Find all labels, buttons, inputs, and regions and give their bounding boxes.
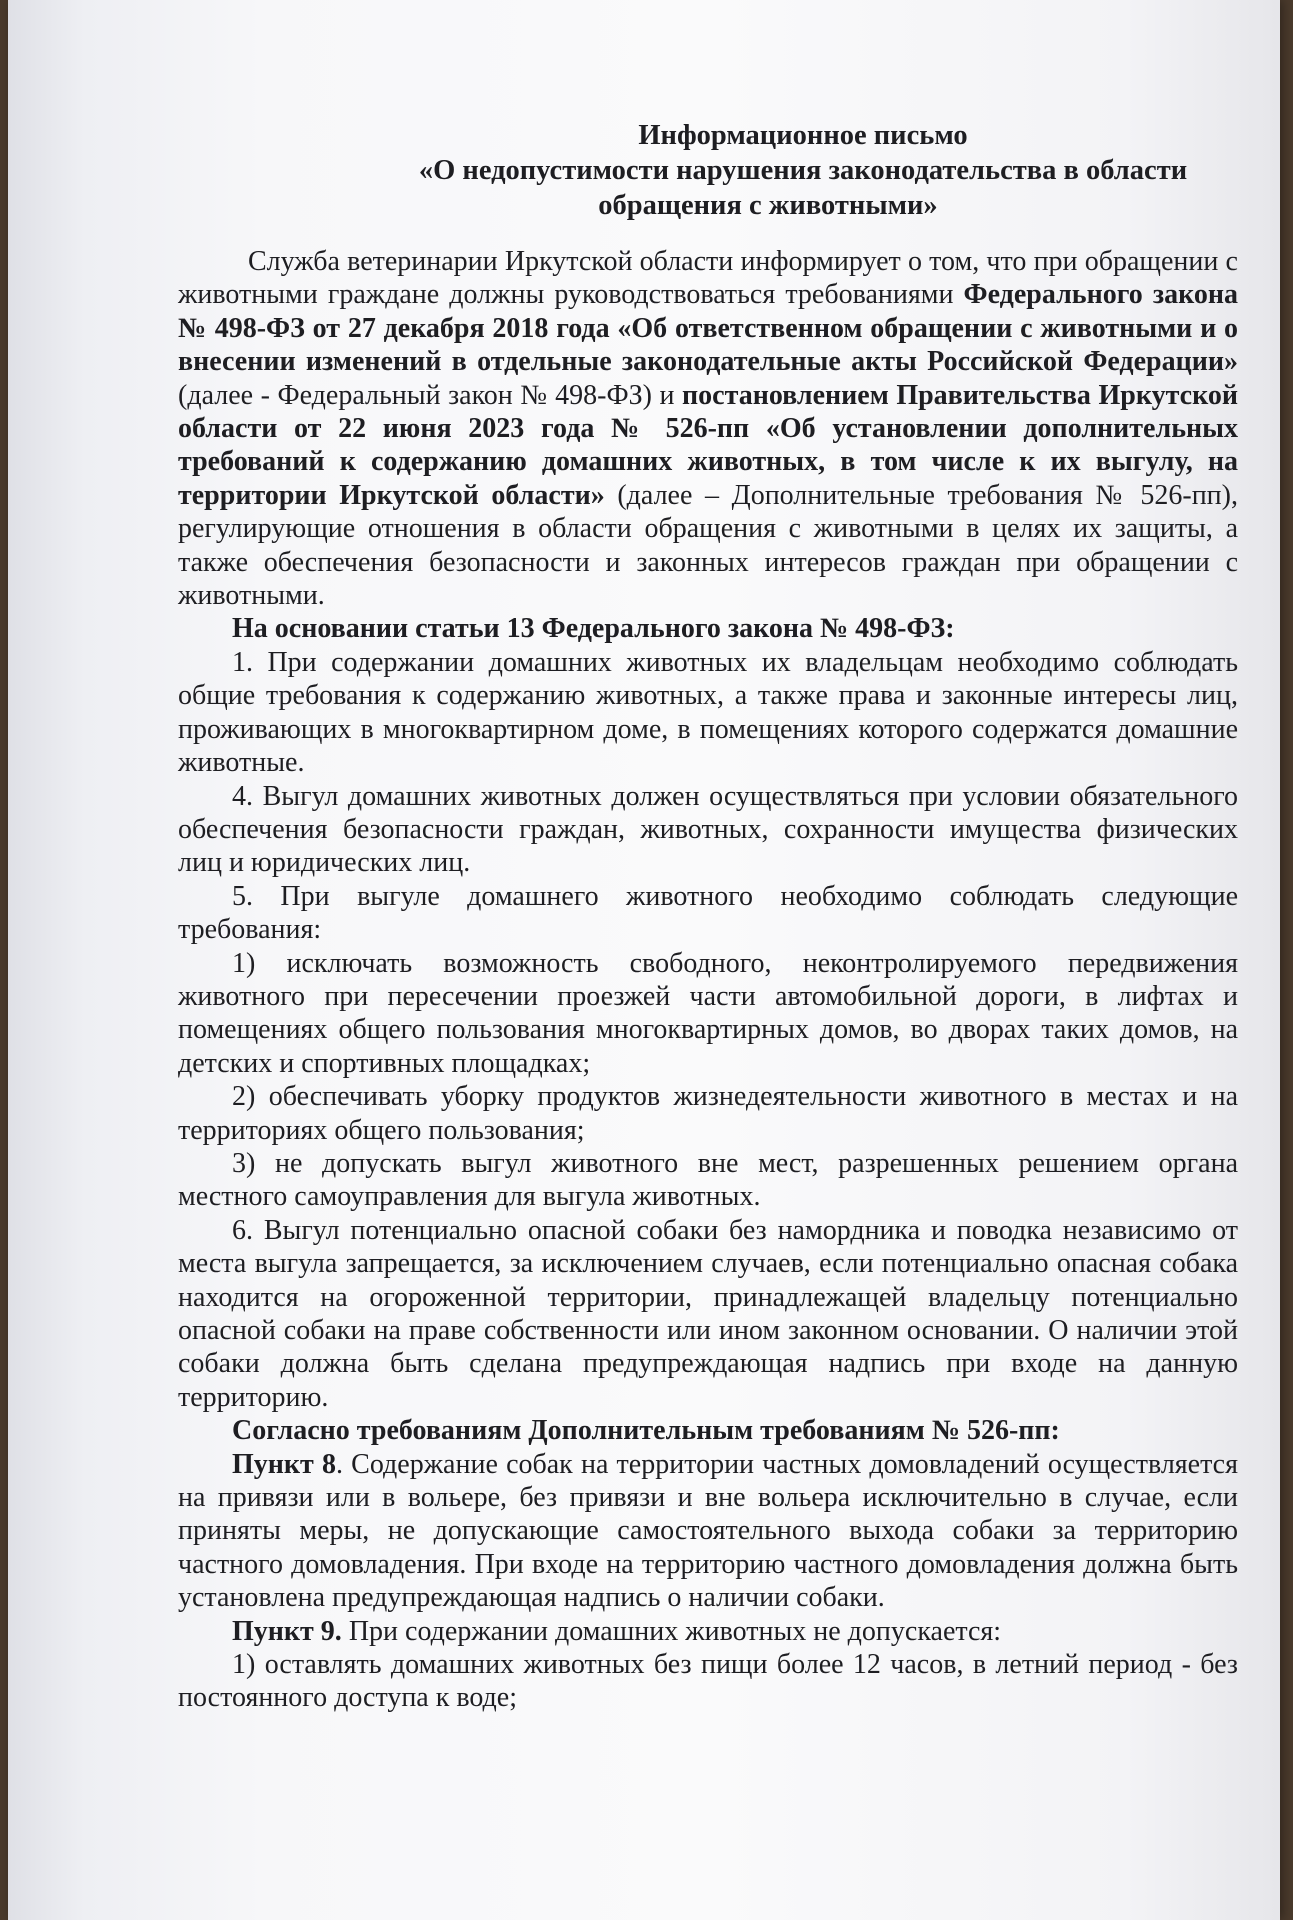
section1-paragraph-1: 1. При содержании домашних животных их владельцам необходимо соблюдать общие требования к содержанию животных, а также права и законные интересы лиц, проживающих в многоквартирном доме, в помещениях которого содержатся домашние животные. (178, 646, 1238, 779)
point-8-label: Пункт 8 (232, 1448, 336, 1480)
section1-item-3: 3) не допускать выгул животного вне мест, разрешенных решением органа местного самоуправления для выгула животных. (178, 1147, 1238, 1213)
intro-law-498: Федерального закона № 498-ФЗ от 27 декабря 2018 года «Об ответственном обращении с животными и о внесении изменений в отдельные законодательные акты Российской Федерации» (178, 279, 1238, 378)
document-title (178, 118, 1238, 223)
section1-item-2: 2) обеспечивать уборку продуктов жизнедеятельности животного в местах и на территориях общего пользования; (178, 1081, 1238, 1146)
section1-heading: На основании статьи 13 Федерального закона № 498-ФЗ: (232, 613, 955, 645)
section2-point-8 (178, 1448, 1238, 1615)
section1-paragraph-4: 4. Выгул домашних животных должен осуществляться при условии обязательного обеспечения безопасности граждан, животных, сохранности имущества физических лиц и юридических лиц. (178, 780, 1238, 879)
point-9-text: При содержании домашних животных не допускается: (341, 1615, 1002, 1647)
section1-paragraph-6: 6. Выгул потенциально опасной собаки без намордника и поводка независимо от места выгула запрещается, за исключением случаев, если потенциально опасная собака находится на огороженной территории, принадлежащей владельцу потенциально опасной собаки на праве собственности или ином законном основании. О наличии этой собаки должна быть сделана предупреждающая надпись при входе на данную территорию. (178, 1214, 1238, 1413)
section2-heading: Согласно требованиям Дополнительным требованиям № 526-пп: (232, 1415, 1060, 1447)
paper-sheet (8, 0, 1280, 1920)
document-body (178, 118, 1238, 1715)
intro-paragraph (178, 245, 1238, 612)
intro-text-3: (далее – Дополнительные требования № 526-пп), регулирующие отношения в области обращения с животными в целях их защиты, а также обеспечения безопасности и законных интересов граждан при обращении с животными. (178, 479, 1238, 612)
section1-paragraph-5: 5. При выгуле домашнего животного необходимо соблюдать следующие требования: (178, 880, 1238, 946)
section2-point-9-item-1: 1) оставлять домашних животных без пищи более 12 часов, в летний период - без постоянного доступа к воде; (178, 1649, 1238, 1714)
point-8-text: . Содержание собак на территории частных домовладений осуществляется на привязи или в вольере, без привязи и вне вольера исключительно в случае, если приняты меры, не допускающие самостоятельного выхода собаки за территорию частного домовладения. При входе на территорию частного домовладения должна быть установлена предупреждающая надпись о наличии собаки. (178, 1448, 1238, 1614)
intro-text-2: (далее - Федеральный закон № 498-ФЗ) и (178, 379, 683, 411)
intro-text-1: Служба ветеринарии Иркутской области информирует о том, что при обращении с животными граждане должны руководствоваться требованиями (178, 246, 1238, 311)
section1-item-1: 1) исключать возможность свободного, неконтролируемого передвижения животного при пересечении проезжей части автомобильной дороги, в лифтах и помещениях общего пользования многоквартирных домов, во дворах таких домов, на детских и спортивных площадках; (178, 947, 1238, 1079)
title-line-1: Информационное письмо (638, 120, 968, 151)
section2-point-9 (178, 1615, 1238, 1648)
intro-resolution-526: постановлением Правительства Иркутской области от 22 июня 2023 года № 526-пп «Об установлении дополнительных требований к содержанию домашних животных, в том числе к их выгулу, на территории Иркутской области» (178, 379, 1238, 511)
point-9-label: Пункт 9. (232, 1615, 342, 1647)
title-line-2: «О недопустимости нарушения законодательства в области обращения с животными» (418, 155, 1188, 221)
